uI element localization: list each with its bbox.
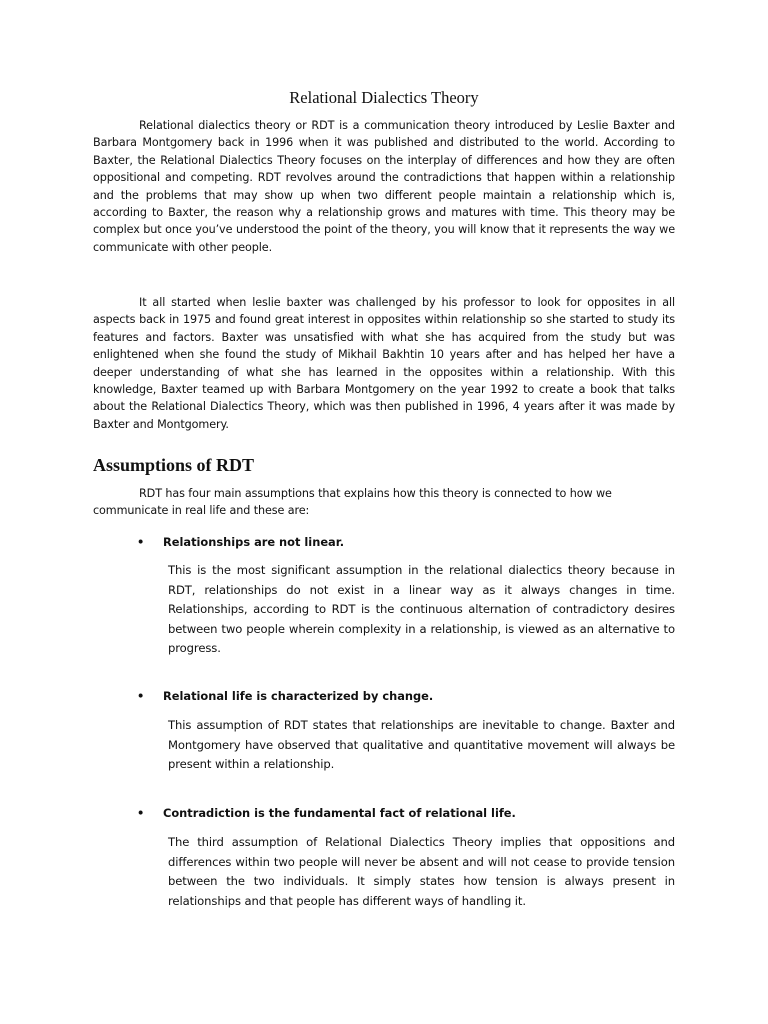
intro-paragraph-1: Relational dialectics theory or RDT is a communication theory introduced by Leslie Baxter and Barbara Montgomery back in 1996 when it was published and distributed to the world. According to Baxter, the Relational Dialectics Theory focuses on the interplay of differences and how they are often oppositional and competing. RDT revolves around the contradictions that happen within a relationship and the problems that may show up when two different people maintain a relationship which is, according to Baxter, the reason why a relationship grows and matures with time. This theory may be complex but once you’ve understood the point of the theory, you will know that it represents the way we communicate with other people. (93, 119, 675, 254)
section-heading: Assumptions of RDT (93, 455, 255, 475)
assumption-text-2: This assumption of RDT states that relationships are inevitable to change. Baxter and Montgomery have observed that qualitative and quantitative movement will always be present within a relationship. (168, 718, 675, 772)
assumption-bullet-3 (137, 805, 677, 822)
assumption-text-3: The third assumption of Relational Dialectics Theory implies that oppositions and differences within two people will never be absent and will not cease to provide tension between the two individuals. It simply states how tension is always present in relationships and that people has different ways of handling it. (168, 835, 675, 908)
assumption-title: Relationships are not linear. (163, 535, 345, 549)
assumption-bullet-1 (137, 534, 677, 551)
bullet-icon: • (137, 806, 145, 820)
assumption-title: Relational life is characterized by change. (163, 689, 434, 703)
bullet-icon: • (137, 535, 145, 549)
document-title: Relational Dialectics Theory (289, 88, 479, 107)
assumption-bullet-2 (137, 688, 677, 705)
assumption-title: Contradiction is the fundamental fact of relational life. (163, 806, 516, 820)
section-intro: RDT has four main assumptions that explains how this theory is connected to how we communicate in real life and these are: (93, 487, 612, 518)
intro-paragraph-2: It all started when leslie baxter was challenged by his professor to look for opposites in all aspects back in 1975 and found great interest in opposites within relationship so she started to study its features and factors. Baxter was unsatisfied with what she has acquired from the study but was enlightened when she found the study of Mikhail Bakhtin 10 years after and has helped her have a deeper understanding of what she has learned in the opposites within a relationship. With this knowledge, Baxter teamed up with Barbara Montgomery on the year 1992 to create a book that talks about the Relational Dialectics Theory, which was then published in 1996, 4 years after it was made by Baxter and Montgomery. (93, 296, 675, 431)
assumption-text-1: This is the most significant assumption in the relational dialectics theory because in RDT, relationships do not exist in a linear way as it always changes in time. Relationships, according to RDT is the continuous alternation of contradictory desires between two people wherein complexity in a relationship, is viewed as an alternative to progress. (168, 563, 675, 656)
bullet-icon: • (137, 689, 145, 703)
